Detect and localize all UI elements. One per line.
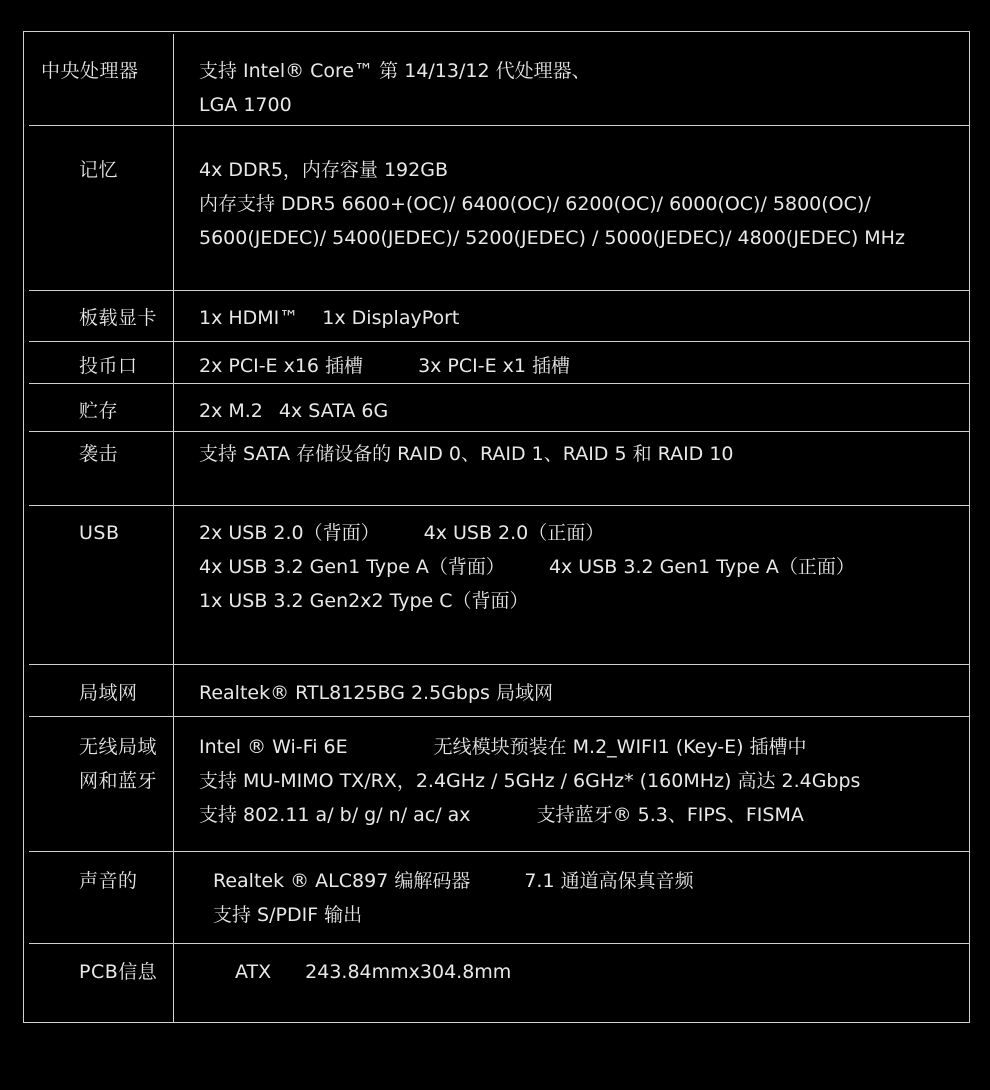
row-separator — [29, 431, 969, 432]
label-audio: 声音的 — [79, 870, 138, 892]
spec-table — [23, 31, 970, 1023]
value-line: 支持 S/PDIF 输出 — [213, 904, 363, 926]
value-line — [199, 550, 855, 584]
value-part: 4x SATA 6G — [278, 400, 389, 422]
value-wireless — [199, 730, 860, 832]
value-part: 3x PCI-E x1 插槽 — [418, 355, 571, 377]
row-separator — [29, 851, 969, 852]
value-cpu — [199, 54, 591, 122]
value-line: 支持 SATA 存储设备的 RAID 0、RAID 1、RAID 5 和 RAID 10 — [199, 443, 734, 465]
value-part: 支持 802.11 a/ b/ g/ n/ ac/ ax — [199, 804, 471, 826]
value-part: 4x USB 3.2 Gen1 Type A（背面） — [199, 556, 505, 578]
row-separator — [29, 505, 969, 506]
value-memory — [199, 153, 905, 255]
label-line: 网和蓝牙 — [79, 770, 158, 792]
value-line: LGA 1700 — [199, 94, 292, 116]
value-line — [235, 955, 511, 989]
row-separator — [29, 383, 969, 384]
value-line: 支持 MU-MIMO TX/RX，2.4GHz / 5GHz / 6GHz* (160MHz) 高达 2.4Gbps — [199, 770, 861, 792]
label-cpu: 中央处理器 — [41, 60, 139, 82]
row-separator — [29, 943, 969, 944]
label-storage: 贮存 — [79, 400, 119, 422]
row-separator — [29, 341, 969, 342]
row-separator — [29, 290, 969, 291]
label-memory: 记忆 — [79, 159, 119, 181]
label-slots: 投币口 — [79, 355, 138, 377]
row-separator — [29, 664, 969, 665]
value-line: 5600(JEDEC)/ 5400(JEDEC)/ 5200(JEDEC) / 5000(JEDEC)/ 4800(JEDEC) MHz — [199, 227, 905, 249]
value-part: 2x USB 2.0（背面） — [199, 522, 380, 544]
value-part: Realtek ® ALC897 编解码器 — [213, 870, 471, 892]
value-usb — [199, 516, 855, 618]
value-line: 4x DDR5，内存容量 192GB — [199, 159, 448, 181]
value-part: Intel ® Wi-Fi 6E — [199, 736, 348, 758]
value-line — [199, 349, 570, 383]
label-graphics: 板载显卡 — [79, 307, 158, 329]
value-audio — [213, 864, 694, 932]
value-line: 1x USB 3.2 Gen2x2 Type C（背面） — [199, 590, 529, 612]
value-part: ATX — [235, 961, 272, 983]
value-line — [199, 516, 855, 550]
value-line — [199, 730, 860, 764]
value-line: 支持 Intel® Core™ 第 14/13/12 代处理器、 — [199, 60, 591, 82]
value-line — [199, 301, 459, 335]
value-part: 1x DisplayPort — [322, 307, 460, 329]
value-line: Realtek® RTL8125BG 2.5Gbps 局域网 — [199, 682, 553, 704]
value-raid — [199, 437, 734, 471]
value-line — [199, 394, 388, 428]
value-part: 2x M.2 — [199, 400, 263, 422]
value-part: 1x HDMI™ — [199, 307, 299, 329]
row-separator — [29, 125, 969, 126]
value-part: 支持蓝牙® 5.3、FIPS、FISMA — [536, 804, 804, 826]
value-line — [199, 798, 860, 832]
value-part: 4x USB 2.0（正面） — [423, 522, 605, 544]
label-lan: 局域网 — [79, 682, 138, 704]
value-graphics — [199, 301, 459, 335]
value-part: 无线模块预装在 M.2_WIFI1 (Key-E) 插槽中 — [433, 736, 807, 758]
column-divider — [173, 34, 174, 1022]
value-pcb — [235, 955, 511, 989]
value-part: 243.84mmx304.8mm — [305, 961, 512, 983]
value-part: 4x USB 3.2 Gen1 Type A（正面） — [548, 556, 855, 578]
value-slots — [199, 349, 570, 383]
value-line: 内存支持 DDR5 6600+(OC)/ 6400(OC)/ 6200(OC)/ 6000(OC)/ 5800(OC)/ — [199, 193, 871, 215]
label-pcb: PCB信息 — [79, 961, 158, 983]
label-line: 无线局域 — [79, 736, 158, 758]
value-storage — [199, 394, 388, 428]
row-separator — [29, 716, 969, 717]
value-part: 2x PCI-E x16 插槽 — [199, 355, 364, 377]
value-line — [213, 864, 694, 898]
label-raid: 袭击 — [79, 443, 119, 465]
label-wireless — [79, 730, 157, 798]
label-usb: USB — [79, 522, 120, 544]
value-lan — [199, 676, 553, 710]
value-part: 7.1 通道高保真音频 — [524, 870, 694, 892]
